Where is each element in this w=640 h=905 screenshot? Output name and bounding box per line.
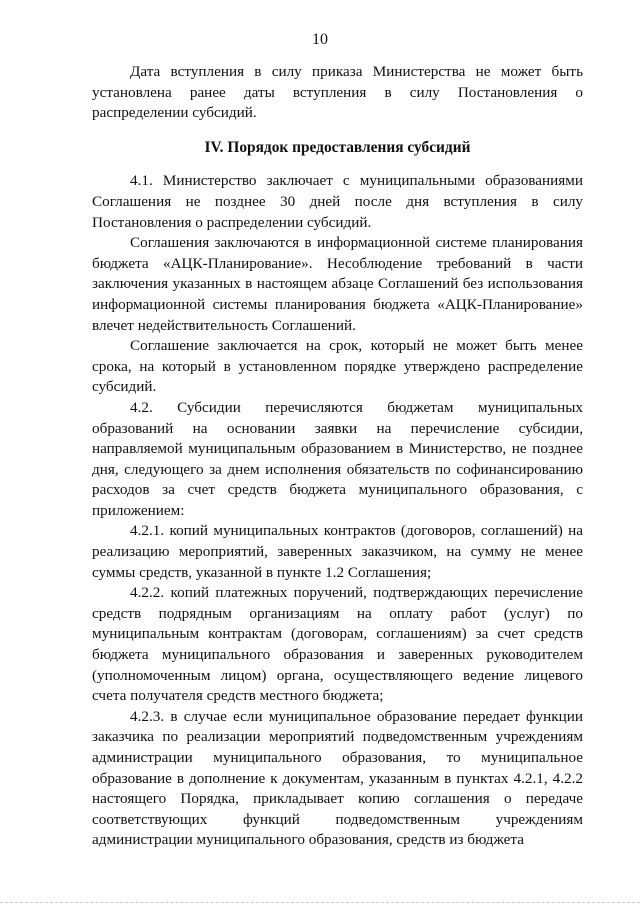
scan-edge-line <box>0 902 640 903</box>
paragraph-4-2-3: 4.2.3. в случае если муниципальное образование передает функции заказчика по реализации мероприятий подведомственным учреждениям администрации муниципального образования, то муниципальное образование в дополнение к документам, указанным в пунктах 4.2.1, 4.2.2 настоящего Порядка, прикладывает копию соглашения о передаче соответствующих функций подведомственным учреждениям администрации муниципального образования, средств из бюджета <box>92 707 583 849</box>
paragraph-agreement-term: Соглашение заключается на срок, который не может быть менее срока, на который в установленном порядке утверждено распределение субсидий. <box>92 337 583 396</box>
section-heading: IV. Порядок предоставления субсидий <box>204 138 471 156</box>
intro-paragraph: Дата вступления в силу приказа Министерства не может быть установлена ранее даты вступления в силу Постановления о распределении субсидий. <box>92 63 583 122</box>
paragraph-agreements-system: Соглашения заключаются в информационной системе планирования бюджета «АЦК-Планирование». Несоблюдение требований в части заключения указанных в настоящем абзаце Соглашений без использования информационной системы планирования бюджета «АЦК-Планирование» влечет недействительность Соглашений. <box>92 234 583 334</box>
document-body <box>92 62 583 851</box>
paragraph-4-1: 4.1. Министерство заключает с муниципальными образованиями Соглашения не позднее 30 дней после дня вступления в силу Постановления о распределении субсидий. <box>92 172 583 231</box>
paragraph-4-2-1: 4.2.1. копий муниципальных контрактов (договоров, соглашений) на реализацию мероприятий, заверенных заказчиком, на сумму не менее суммы средств, указанной в пункте 1.2 Соглашения; <box>92 522 583 581</box>
paragraph-4-2-2: 4.2.2. копий платежных поручений, подтверждающих перечисление средств подрядным организациям на оплату работ (услуг) по муниципальным контрактам (договорам, соглашениям) за счет средств бюджета муниципального образования и заверенных руководителем (уполномоченным лицом) органа, осуществляющего ведение лицевого счета получателя средств местного бюджета; <box>92 584 583 705</box>
paragraph-4-2: 4.2. Субсидии перечисляются бюджетам муниципальных образований на основании заявки на перечисление субсидии, направляемой муниципальным образованием в Министерство, не позднее дня, следующего за днем исполнения обязательств по софинансированию расходов за счет средств бюджета муниципального образования, с приложением: <box>92 398 583 519</box>
page-number: 10 <box>312 31 328 48</box>
